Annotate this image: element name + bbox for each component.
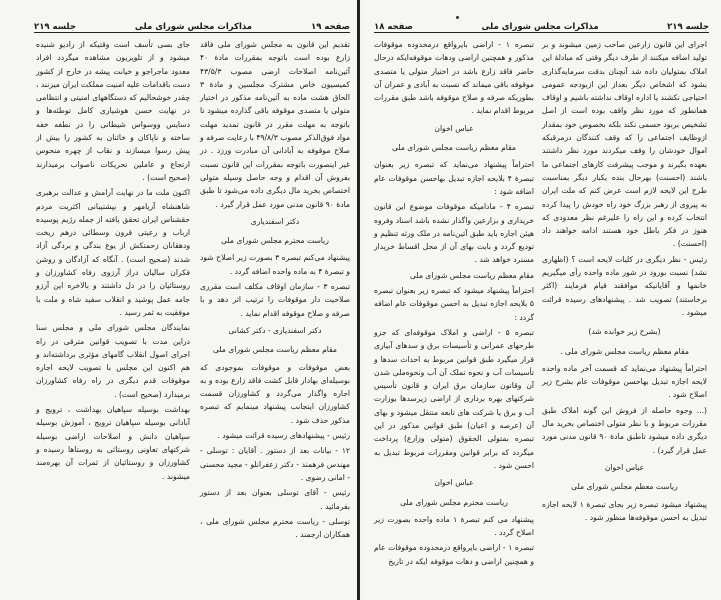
- paragraph: توسلی - ریاست محترم مجلس شورای ملی ، همکاران ارجمند .: [200, 516, 350, 540]
- salutation: مقام معظم ریاست مجلس شورای ملی: [391, 143, 516, 153]
- paragraph: تبصره ۱ - اراضی بایرواقع درمحدوده موقوفات عام و همچنین اراضی و دهات موقوفه ایکه در تاریخ: [374, 543, 535, 566]
- right-page: [362, 0, 721, 600]
- salutation: ریاست محترم مجلس شورای ملی: [400, 497, 508, 507]
- paragraph: رئیس - نظر دیگری در کلیات لایحه است ؟ (اظهاری نشد) نسبت بورود در شور ماده واحده رأی میگیریم خانمها و آقایانیکه موافقند قیام فرمایند (اکثر برخاستند) تصویب شد . پیشنهادهای رسیده قرائت میشود .: [542, 254, 707, 317]
- paragraph: پیشنهاد میشود تبصره زیر بجای تبصرهٔ ۱ لایحه اجازه تبدیل به احسن موقوفه‌ها منظور شود .: [542, 499, 707, 522]
- paragraph: پیشنهاد می‌کنم تبصره ۳ بصورت زیر اصلاح شود و تبصرهٔ ۴ به ماده واحده اضافه گردد .: [200, 253, 350, 276]
- paragraph: رئیس - پیشنهادهای رسیده قرائت میشود .: [217, 431, 350, 441]
- signature: عباس اخوان: [434, 123, 474, 133]
- page-number: صفحه ۱۹: [311, 22, 350, 32]
- publication-title: مذاکرات مجلس شورای ملی: [134, 22, 253, 32]
- salutation: (بشرح زیر خوانده شد): [588, 327, 661, 337]
- text-column: [200, 38, 350, 560]
- paragraph: تبصره ۳ - سازمان اوقاف مکلف است مقرری صلاحیت دار موقوفات را ترتیب اثر دهد و با صرفه و صلاح موقوفه اقدام نماید .: [200, 282, 350, 318]
- text-column: [542, 38, 707, 560]
- paragraph: ۱۲ - بیانات بعد از دستور . آقایان : توسلی - مهندس فرهمند - دکتر زعفرانلو - مجید محسنی - امانی رضوی .: [200, 446, 350, 482]
- session-number: جلسه ۲۱۹: [667, 22, 709, 32]
- page-header: [34, 18, 350, 33]
- left-page: [0, 0, 358, 600]
- paragraph: (... وجوه حاصله از فروش این گونه املاک طبق مقررات مربوط و با نظر متولی اختصاص بخرید مال دیگری داده میشود تاطبق مادهٔ ۹۰ قانون مدنی مورد عمل قرار گیرد) .: [542, 405, 707, 455]
- text-column: [36, 38, 190, 560]
- scan-speck: [456, 16, 459, 19]
- paragraph: بهداشت بوسیله سپاهیان بهداشت ، ترویج و آبادانی بوسیله سپاهیان ترویج ، آموزش بوسیله سپاهیان دانش و اصلاحات اراضی بوسیله شرکتهای تعاونی روستائی به روستاها رسیده و کشاورزان و روستائیان از ثمرات آن بهره‌مند میشوند .: [36, 405, 190, 481]
- paragraph: احتراماً پیشنهاد می‌نماید که تبصره زیر بعنوان تبصرهٔ ۴ بلایحه اجازه تبدیل بهاحسن موقوفات عام اضافه شود :: [374, 160, 534, 196]
- page-divider: [357, 0, 360, 600]
- signature: دکتر اسفندیاری: [250, 216, 300, 226]
- paragraph: تبصره ۵ - اراضی و املاک موقوفه‌ای که جزو طرحهای عمرانی و تأسیسات برق و سدهای آبیاری قرار میگیرد طبق قوانین مربوط به احداث سدها و تأسیسات آب و نحوه تملک آن آب ونحوه‌ملی شدن آن وقانون سازمان برق ایران و قانون تأسیس شرکتهای بهره برداری از اراضی زیرسدها بوزارت آب و برق یا شرکت های تابعه منتقل میشود و بهای آن (عرصه و اعیان) طبق قوانین مذکور در این تبصره بمتولی الحقوق (متولی وزارع) پرداخت میگردد که برابر قوانین ومقررات مربوط تبدیل به احسن شود .: [374, 327, 535, 470]
- signature: عباس اخوان: [434, 478, 474, 488]
- salutation: مقام معظم ریاست مجلس شورای ملی: [212, 345, 337, 355]
- page-header: [374, 18, 709, 33]
- paragraph: تقدیم این قانون به مجلس شورای ملی فاقد زارع بوده است باتوجه بمقررات مادهٔ ۴۰ آئین‌نامه اصلاحات ارضی مصوب ۴۳/۵/۳ کمیسیون خاص مشترک مجلسین و مادهٔ ۳ الحاق هشت ماده به آئین‌نامه مذکور در اختیار متولی یا متصدی موقوفه باقی گذارده میشود تا باتوجه به مهلت مقرر در قانون تمدید مهلت مواد فوق‌الذکر مصوب ۴۹/۸/۳ با رعایت صرفه و صلاح موقوفه به آبادانی آن مبادرت ورزد . در غیر اینصورت باتوجه بمقررات این قانون نسبت بفروش آن اقدام و وجه حاصل وسیله متولی اختصاص بخرید مال دیگری داده می‌شود تا طبق مادهٔ ۹۰ قانون مدنی مورد عمل قرار گیرد .: [200, 40, 351, 209]
- salutation: مقام معظم ریاست مجلس شورای ملی .: [560, 346, 689, 356]
- paragraph: اجرای این قانون زارعین صاحب زمین میشوند و بر تولید اضافه میکنند از طرف دیگر وقتی که مبادلهٔ این املاک بمتولیان داده شد آنچنان بدقت سرمایه‌گذاری بشود که اشخاص دیگر بعداز این ازبودجه عمومی احتیاجی نکشند یا اداره اوقاف نداشته باشیم و اوقاف همانطور که مورد نظر واقف بوده است از اصل تشخیص بربود حسمی نکند بلکه بخصوص خود بمقدار ازوظایف اجتماعی را که وقف کنندگان درمرقبکه اموال خودشان را وقف میکردند مورد نظر داشتند بعهده بگیرند و موجب پیشرفت کارهای اجتماعی ما باشند (احسنت) بهرحال بنده یکبار دیگر بمناسبت طرح این لایحه لازم است عرض کنم که ملت ایران به پیروی از رهبر بزرگ خود راه خودش را پیدا کرده انتخاب کرده و این راه را علیرغم نظر معدودی که هنوز در فکر باطل خود هستند ادامه خواهند داد (احسنت) .: [542, 40, 707, 249]
- salutation: ریاست معظم مجلس شورای ملی: [571, 482, 678, 492]
- paragraph: اکنون ملت ما در نهایت آرامش و عدالت برهبری شاهنشاه آریامهر و بپشتیبانی اکثریت مردم حقشناس ایران تحقق یافته از جمله رژیم پوسیده ارباب و رعیتی قرون وسطائی درهم ریخت ودهقانان زحمتکش از یوغ بندگی و بردگی آزاد شدند (صحیح است) . آنگاه که آزادگان و روشن فکران سالیان دراز آرزوی رفاه کشاورزان و روستائیان را در دل داشتند و بالاخره این آرزو جامه عمل پوشید و انقلاب سفید شاه و ملت با موفقیت به ثمر رسید .: [36, 188, 190, 317]
- text-column: [374, 38, 535, 566]
- paragraph: تبصره ۴ - مادامیکه موقوفات موضوع این قانون خریداری و بزارعین واگذار نشده باشد اسناد وفروه هیئن اجاره باید طبق آئین‌نامه در ملک ورثه تنظیم و تودیع گردد و بابت بهای آن از محل اقساط خریدار مسترد خواهد شد .: [374, 202, 534, 265]
- paragraph: نمایندگان مجلس شورای ملی و مجلس سنا دراین مدت با تصویب قوانین مترقی در راه اجرای اصول انقلاب گامهای مؤثری برداشته‌اند و هم اکنون این مجلس با تصویب لایحه اجاره موقوفات قدم دیگری در راه رفاه کشاورزان برمیدارد (صحیح است) .: [36, 323, 190, 399]
- paragraph: بعض موقوفات و موقوفات بموجودی که بوسیله‌ای بهادار قابل کشت فاقد زارع بوده و به اجاره واگذار می‌گردد و کشاورزان قسمت کشاورزان اینجانب پیشنهاد مینمایم که تبصره مذکور حذف شود .: [200, 362, 350, 425]
- paragraph: جای بسی تأسف است وقتیکه از رادیو شنیده میشود و از تلویزیون مشاهده میگردد افراد معدود ماجراجو و خیانت پیشه در خارج از کشور دست باقدامات علیه امنیت مملکت ایران میزنند ، چقدر خوشحالیم که دستگاههای امنیتی و انتظامی در نهایت حسن هوشیاری کامل توطئه‌ها و دسایس ووسواس شیطانی را در نطفه خفه ساخته و ناپاکان و خائنان به کشور را بیش از پیش رسوا میسازند و نقاب از چهره منحوس ارتجاع و عاملین تحریکات ناصواب برمیدارند (صحیح است) .: [36, 40, 190, 182]
- paragraph: مقام معظم ریاست مجلس شورای ملی: [409, 270, 534, 280]
- paragraph: رئیس - آقای توسلی بعنوان بعد از دستور بفرمائید .: [200, 488, 350, 511]
- paragraph: احتراماً پیشنهاد میشود که تبصره زیر بعنوان تبصره ۵ بلایحه اجازه تبدیل به احسن موقوفات عام اضافه گردد :: [374, 286, 534, 322]
- paragraph: پیشنهاد می کنم تبصرهٔ ۱ ماده واحده بصورت زیر اصلاح گردد .: [374, 514, 534, 538]
- salutation: ریاست محترم مجلس شورای ملی: [221, 236, 329, 246]
- session-number: جلسه ۲۱۹: [34, 22, 76, 32]
- paragraph: تبصره ۱ - اراضی بایرواقع درمحدوده موقوفات مذکور و همچنین اراضی ودهات موقوفه‌ایکه درحال حاضر فاقد زارع باشد در اختیار متولی یا متصدی موقوفه باقی میماند که نسبت به آبادی و عمران آن بطوریکه صرفه و صلاح موقوفه باشد طبق مقررات مربوط اقدام نماید .: [374, 40, 534, 116]
- page-number: صفحه ۱۸: [374, 22, 413, 32]
- paragraph: احتراماً پیشنهاد می‌نماید که قسمت آخر ماده واحده لایحه اجازه تبدیل بهاحسن موقوفات عام بشرح زیر اصلاح شود .: [542, 363, 707, 400]
- signature: عباس اخوان: [604, 462, 645, 472]
- signature: دکتر اسفندیاری - دکتر کشانی: [228, 325, 322, 335]
- publication-title: مذاکرات مجلس شورای ملی: [481, 22, 599, 32]
